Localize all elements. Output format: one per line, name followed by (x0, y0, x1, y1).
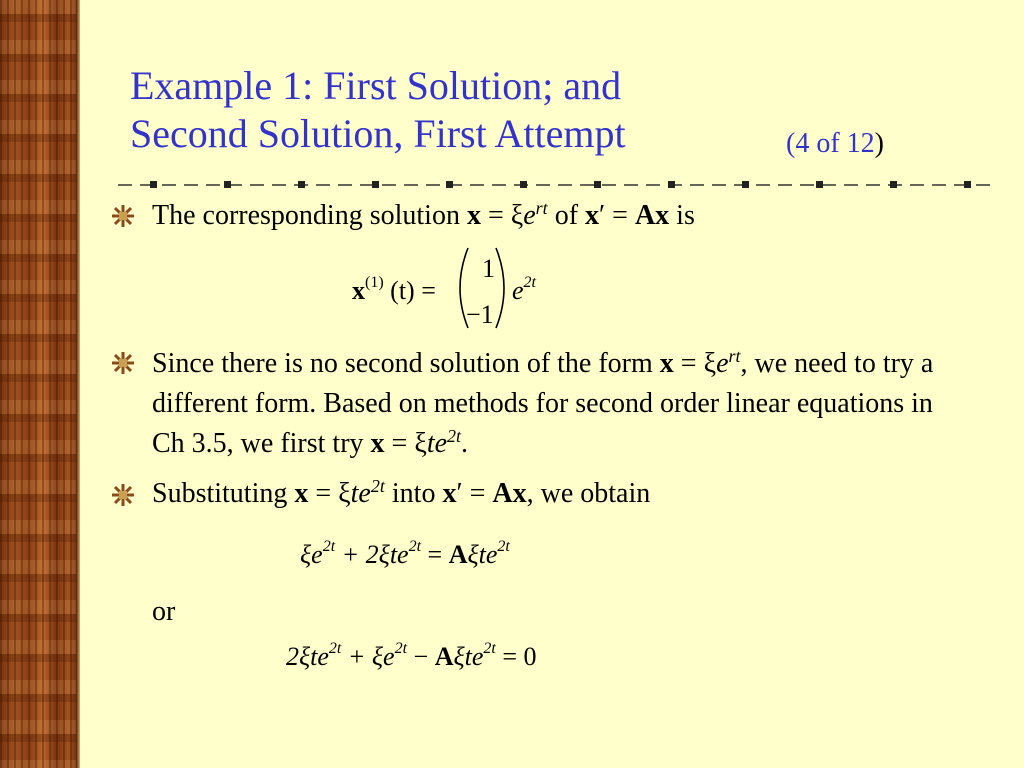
asterisk-bullet-icon (110, 203, 136, 229)
eq-term: + ξe (341, 642, 395, 671)
eq-lhs: x (352, 276, 365, 305)
math-Ax: Ax (492, 478, 527, 509)
eq-exponential (512, 276, 536, 306)
asterisk-bullet-icon (110, 350, 136, 376)
math-x: x (370, 428, 385, 459)
text-run: of (547, 200, 586, 231)
eq-sup: 2t (394, 640, 408, 657)
eq-sup: 2t (523, 274, 536, 291)
text-run: = ξ (308, 478, 351, 509)
math-sup: 2t (370, 476, 385, 496)
text-run: into (384, 478, 443, 509)
eq-term: = 0 (495, 642, 537, 671)
bullet-text-2 (152, 344, 962, 464)
eq-sup: 2t (322, 538, 336, 555)
matrix-entry-1: 1 (482, 254, 495, 283)
bullet-text-1 (152, 196, 962, 236)
text-run: = ξ (384, 428, 427, 459)
equation-rearranged (286, 642, 537, 672)
text-run: = ξ (673, 348, 717, 379)
math-x: x (294, 478, 309, 509)
text-run: . (461, 428, 469, 459)
eq-sup: 2t (328, 640, 342, 657)
asterisk-bullet-icon (110, 482, 136, 508)
math-x: x (442, 478, 457, 509)
text-run: , we obtain (526, 478, 651, 509)
math-te: te (350, 478, 371, 509)
title-line-2: Second Solution, First Attempt (130, 111, 626, 156)
counter-text: (4 of 12 (786, 128, 875, 159)
text-run: Substituting (152, 478, 295, 509)
eq-matrix-A: A (448, 540, 468, 569)
slide-title (130, 62, 626, 158)
eq-term: + 2ξte (335, 540, 409, 569)
sidebar-edge (76, 0, 80, 768)
eq-arg: (t) = (390, 276, 436, 305)
text-run: ′ = (456, 478, 493, 509)
eq-sup: 2t (408, 538, 422, 555)
eq-term: ξte (453, 642, 484, 671)
eq-sup: 2t (483, 640, 496, 657)
matrix-entry-2: −1 (466, 300, 494, 329)
wood-grain-sidebar (0, 0, 78, 768)
math-e: e (716, 348, 729, 379)
math-x: x (659, 348, 674, 379)
decorative-divider (118, 177, 994, 193)
text-run: ′ = (599, 200, 635, 231)
bullet-text-3 (152, 474, 962, 514)
or-text: or (152, 596, 176, 627)
eq-term: 2ξte (286, 642, 329, 671)
counter-close: ) (874, 128, 884, 159)
eq-term: ξe (300, 540, 323, 569)
math-x: x (585, 200, 600, 231)
text-run: = ξ (480, 200, 524, 231)
math-sup: 2t (447, 426, 462, 446)
text-run: The corresponding solution (152, 200, 467, 231)
slide-counter (786, 128, 884, 160)
eq-term: − (407, 642, 435, 671)
eq-term: ξte (467, 540, 498, 569)
eq-sup: 2t (497, 538, 510, 555)
text-run: Since there is no second solution of the form (152, 348, 660, 379)
math-sup: rt (535, 198, 548, 218)
eq-sup: (1) (365, 274, 384, 291)
math-sup: rt (728, 346, 741, 366)
math-x: x (466, 200, 481, 231)
equation-x1 (352, 276, 436, 306)
eq-matrix-A: A (434, 642, 454, 671)
text-run: is (669, 200, 695, 231)
math-Ax: Ax (634, 200, 670, 231)
eq-e: e (512, 276, 524, 305)
math-te: te (426, 428, 448, 459)
title-line-1: Example 1: First Solution; and (130, 63, 622, 108)
math-e: e (523, 200, 536, 231)
text-run: , we need to try a different form. Based on methods for second order linear equations in Ch 3.5, we first try (152, 348, 934, 459)
equation-substitution (300, 540, 510, 570)
eq-term: = (421, 540, 449, 569)
